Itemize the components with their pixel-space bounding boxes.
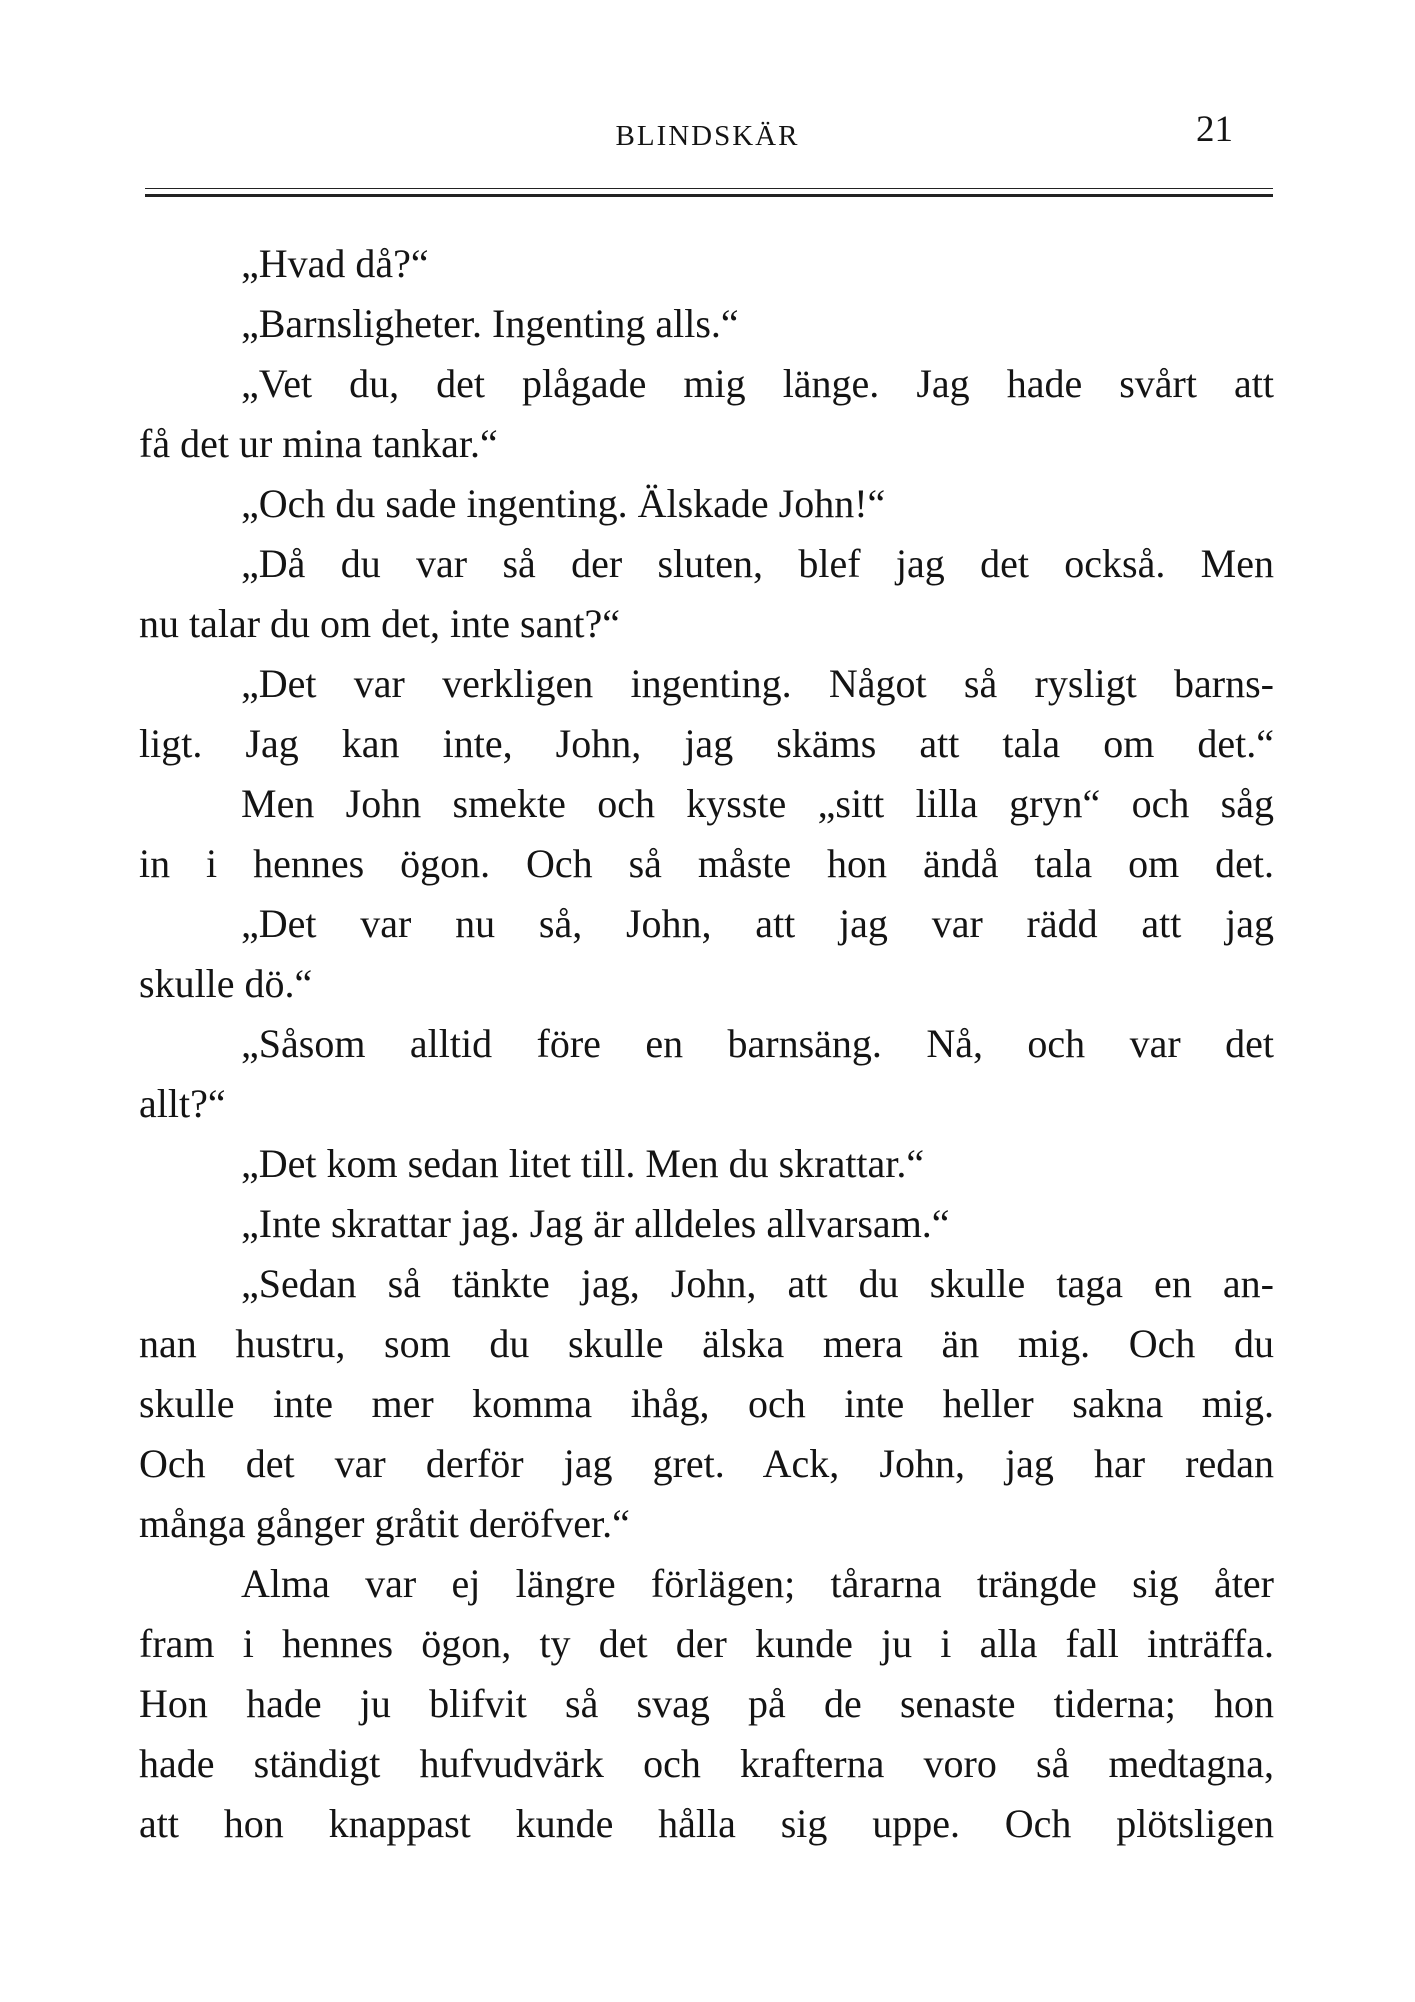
text-line: „Det kom sedan litet till. Men du skrattar.“ xyxy=(241,1141,925,1186)
header-rule-thick xyxy=(145,194,1273,197)
text-line: Alma var ej längre förlägen; tårarna trängde sig åter xyxy=(241,1561,1274,1606)
text-line: „Sedan så tänkte jag, John, att du skulle taga en an- xyxy=(241,1261,1274,1306)
text-line: „Barnsligheter. Ingenting alls.“ xyxy=(241,301,739,346)
page-number: 21 xyxy=(1196,109,1233,150)
text-line: „Och du sade ingenting. Älskade John!“ xyxy=(241,481,886,526)
text-line: att hon knappast kunde hålla sig uppe. Och plötsligen xyxy=(139,1801,1274,1846)
text-line: Men John smekte och kysste „sitt lilla gryn“ och såg xyxy=(241,781,1274,826)
text-line: „Såsom alltid före en barnsäng. Nå, och var det xyxy=(241,1021,1274,1066)
text-line: skulle dö.“ xyxy=(139,961,313,1006)
text-line: „Det var verkligen ingenting. Något så rysligt barns- xyxy=(241,661,1274,706)
header-rule-thin xyxy=(145,188,1273,189)
text-line: „Vet du, det plågade mig länge. Jag hade svårt att xyxy=(241,361,1274,406)
text-line: Och det var derför jag gret. Ack, John, jag har redan xyxy=(139,1441,1274,1486)
running-title: BLINDSKÄR xyxy=(615,120,800,152)
text-line: skulle inte mer komma ihåg, och inte heller sakna mig. xyxy=(139,1381,1274,1426)
text-line: ligt. Jag kan inte, John, jag skäms att tala om det.“ xyxy=(139,721,1274,766)
text-line: fram i hennes ögon, ty det der kunde ju i alla fall inträffa. xyxy=(139,1621,1274,1666)
text-line: „Inte skrattar jag. Jag är alldeles allvarsam.“ xyxy=(241,1201,950,1246)
text-line: nan hustru, som du skulle älska mera än mig. Och du xyxy=(139,1321,1274,1366)
text-line: Hon hade ju blifvit så svag på de senaste tiderna; hon xyxy=(139,1681,1274,1726)
text-line: nu talar du om det, inte sant?“ xyxy=(139,601,620,646)
text-line: „Det var nu så, John, att jag var rädd att jag xyxy=(241,901,1274,946)
text-line: många gånger gråtit deröfver.“ xyxy=(139,1501,630,1546)
text-line: in i hennes ögon. Och så måste hon ändå tala om det. xyxy=(139,841,1274,886)
text-line: „Då du var så der sluten, blef jag det också. Men xyxy=(241,541,1274,586)
text-line: allt?“ xyxy=(139,1081,226,1126)
text-line: få det ur mina tankar.“ xyxy=(139,421,498,466)
text-line: „Hvad då?“ xyxy=(241,241,429,286)
text-line: hade ständigt hufvudvärk och krafterna voro så medtagna, xyxy=(139,1741,1274,1786)
